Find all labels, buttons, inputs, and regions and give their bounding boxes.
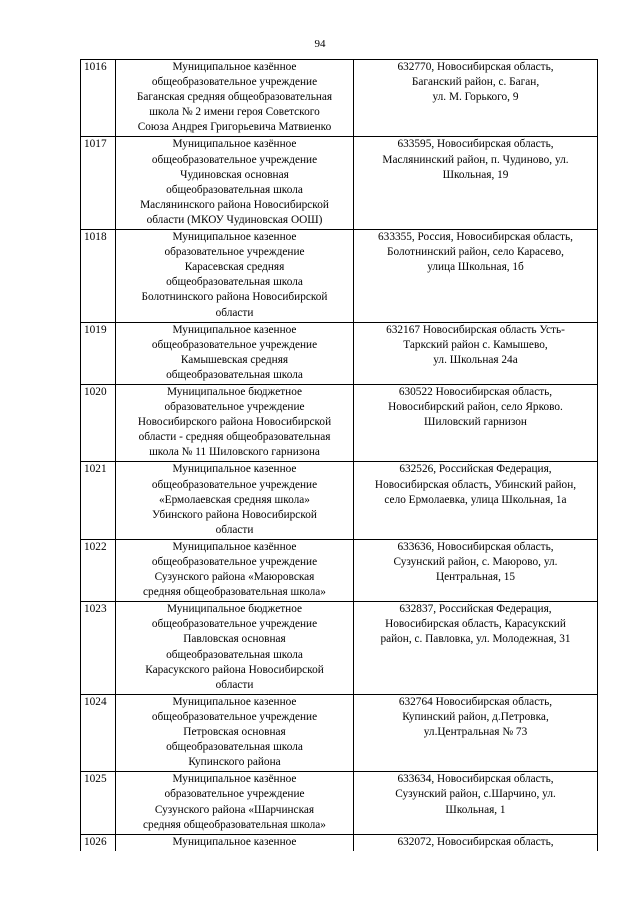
institution-name-line: Сузунского района «Шарчинская: [154, 803, 315, 816]
institution-name-line: Муниципальное казенное: [172, 835, 297, 848]
institution-name-line: Павловская основная: [183, 633, 286, 646]
institution-name-line: общеобразовательное учреждение: [151, 618, 318, 631]
address-line: 632837, Российская Федерация,: [399, 603, 552, 616]
institution-name-line: Камышевская средняя: [180, 353, 289, 366]
address-line: Школьная, 1: [445, 803, 506, 816]
institution-name-line: общеобразовательная школа: [166, 183, 303, 196]
address-line: район, с. Павловка, ул. Молодежная, 31: [380, 633, 571, 646]
address-line: Баганский район, с. Баган,: [411, 76, 540, 89]
address-line: 632526, Российская Федерация,: [399, 463, 552, 476]
schools-table: [80, 59, 598, 851]
address-cell: [354, 602, 598, 695]
institution-name-line: Муниципальное казенное: [172, 323, 297, 336]
institution-name-line: средняя общеобразовательная школа»: [143, 818, 326, 831]
address-line: Сузунский район, с. Маюрово, ул.: [393, 556, 558, 568]
page-number: 94: [314, 38, 326, 50]
address-cell: [354, 384, 598, 461]
institution-name-line: области: [215, 678, 254, 691]
row-number-cell: 1021: [81, 462, 116, 539]
institution-name-line: Сузунского района «Маюровская: [154, 571, 315, 584]
address-line: 632072, Новосибирская область,: [397, 835, 554, 848]
table-row: [81, 462, 598, 539]
row-number-cell: 1020: [81, 384, 116, 461]
institution-name-line: средняя общеобразовательная школа»: [143, 586, 326, 599]
table-row: [81, 602, 598, 695]
institution-name-line: общеобразовательное учреждение: [151, 153, 318, 166]
address-cell: [354, 772, 598, 834]
address-line: Маслянинский район, п. Чудиново, ул.: [382, 153, 569, 166]
institution-name-cell: [116, 694, 354, 771]
table-body: [81, 60, 598, 851]
institution-name-cell: [116, 772, 354, 834]
institution-name-line: образовательное учреждение: [164, 788, 305, 801]
address-line: ул.Центральная № 73: [423, 726, 528, 739]
institution-name-line: Муниципальное бюджетное: [166, 385, 303, 398]
institution-name-line: Муниципальное казенное: [172, 463, 297, 476]
institution-name-line: общеобразовательное учреждение: [151, 338, 318, 351]
institution-name-line: общеобразовательное учреждение: [151, 478, 318, 491]
address-line: 632770, Новосибирская область,: [397, 61, 554, 73]
institution-name-line: области - средняя общеобразовательная: [138, 431, 331, 444]
address-line: 633636, Новосибирская область,: [397, 540, 554, 553]
table-row: [81, 60, 598, 137]
institution-name-line: Маслянинского района Новосибирской: [140, 198, 329, 211]
address-cell: [354, 322, 598, 384]
institution-name-line: Муниципальное казённое: [172, 61, 297, 73]
institution-name-line: области: [215, 523, 254, 536]
table-row: [81, 694, 598, 771]
address-line: ул. Школьная 24а: [433, 353, 518, 366]
address-line: ул. М. Горького, 9: [432, 91, 519, 104]
row-number-cell: 1025: [81, 772, 116, 834]
institution-name-line: общеобразовательное учреждение: [151, 710, 318, 723]
institution-name-cell: [116, 834, 354, 851]
institution-name-line: области: [215, 306, 254, 319]
institution-name-cell: [116, 60, 354, 137]
address-cell: [354, 60, 598, 137]
row-number-cell: 1016: [81, 60, 116, 137]
address-cell: [354, 230, 598, 323]
institution-name-line: общеобразовательная школа: [166, 276, 303, 289]
institution-name-line: Карасукского района Новосибирской: [145, 663, 324, 676]
address-line: 633355, Россия, Новосибирская область,: [378, 231, 573, 244]
address-line: 633634, Новосибирская область,: [397, 773, 554, 786]
table-row: [81, 772, 598, 834]
institution-name-line: Болотнинского района Новосибирской: [141, 291, 328, 304]
row-number-cell: 1018: [81, 230, 116, 323]
institution-name-line: Муниципальное казённое: [172, 138, 297, 151]
address-line: Таркский район с. Камышево,: [403, 338, 548, 351]
institution-name-line: Муниципальное казенное: [172, 231, 297, 244]
institution-name-cell: [116, 137, 354, 230]
address-cell: [354, 137, 598, 230]
address-line: Школьная, 19: [442, 168, 509, 181]
institution-name-line: области (МКОУ Чудиновская ООШ): [146, 213, 323, 226]
institution-name-cell: [116, 602, 354, 695]
address-line: 632167 Новосибирская область Усть-: [386, 323, 565, 336]
institution-name-line: «Ермолаевская средняя школа»: [159, 493, 310, 506]
row-number-cell: 1023: [81, 602, 116, 695]
address-cell: [354, 694, 598, 771]
address-line: 633595, Новосибирская область,: [397, 138, 554, 151]
address-line: Болотнинский район, село Карасево,: [387, 246, 564, 259]
institution-name-cell: [116, 384, 354, 461]
row-number-cell: 1026: [81, 834, 116, 851]
address-line: улица Школьная, 1б: [427, 261, 524, 274]
institution-name-line: Муниципальное бюджетное: [166, 603, 303, 616]
table-row: [81, 137, 598, 230]
institution-name-line: Карасевская средняя: [184, 261, 285, 274]
row-number-cell: 1022: [81, 539, 116, 601]
institution-name-line: Чудиновская основная: [180, 168, 289, 181]
address-line: 630522 Новосибирская область,: [398, 385, 553, 398]
row-number-cell: 1017: [81, 137, 116, 230]
address-cell: [354, 539, 598, 601]
institution-name-cell: [116, 322, 354, 384]
row-number-cell: 1024: [81, 694, 116, 771]
institution-name-line: Петровская основная: [183, 726, 286, 739]
table-row: [81, 230, 598, 323]
address-line: Шиловский гарнизон: [424, 416, 527, 429]
institution-name-line: Союза Андрея Григорьевича Матвиенко: [137, 121, 332, 134]
institution-name-line: Убинского района Новосибирской: [152, 508, 317, 521]
institution-name-line: Купинского района: [188, 756, 281, 769]
institution-name-cell: [116, 230, 354, 323]
institution-name-line: общеобразовательное учреждение: [151, 76, 318, 89]
institution-name-line: школа № 2 имени героя Советского: [149, 106, 320, 119]
institution-name-line: Муниципальное казенное: [172, 695, 297, 708]
institution-name-cell: [116, 539, 354, 601]
institution-name-line: Муниципальное казённое: [172, 773, 297, 786]
address-cell: [354, 462, 598, 539]
address-line: Центральная, 15: [435, 571, 516, 584]
institution-name-line: Муниципальное казённое: [172, 540, 297, 553]
address-line: Новосибирский район, село Ярково.: [388, 401, 563, 414]
institution-name-line: общеобразовательная школа: [166, 648, 303, 661]
address-line: Новосибирская область, Убинский район,: [374, 478, 577, 491]
institution-name-line: Баганская средняя общеобразовательная: [136, 91, 333, 104]
institution-name-line: общеобразовательная школа: [166, 741, 303, 754]
institution-name-cell: [116, 462, 354, 539]
address-line: 632764 Новосибирская область,: [398, 695, 553, 708]
institution-name-line: образовательное учреждение: [164, 401, 305, 414]
institution-name-line: общеобразовательное учреждение: [151, 556, 318, 568]
table-row: [81, 834, 598, 851]
row-number-cell: 1019: [81, 322, 116, 384]
table-row: [81, 384, 598, 461]
address-line: Новосибирская область, Карасукский: [385, 618, 566, 631]
institution-name-line: образовательное учреждение: [164, 246, 305, 259]
institution-name-line: общеобразовательная школа: [166, 368, 303, 381]
address-line: Сузунский район, с.Шарчино, ул.: [395, 788, 556, 801]
table-row: [81, 322, 598, 384]
address-cell: [354, 834, 598, 851]
table-row: [81, 539, 598, 601]
address-line: село Ермолаевка, улица Школьная, 1а: [384, 493, 567, 506]
address-line: Купинский район, д.Петровка,: [402, 710, 549, 723]
institution-name-line: Новосибирского района Новосибирской: [137, 416, 332, 429]
institution-name-line: школа № 11 Шиловского гарнизона: [149, 446, 320, 459]
